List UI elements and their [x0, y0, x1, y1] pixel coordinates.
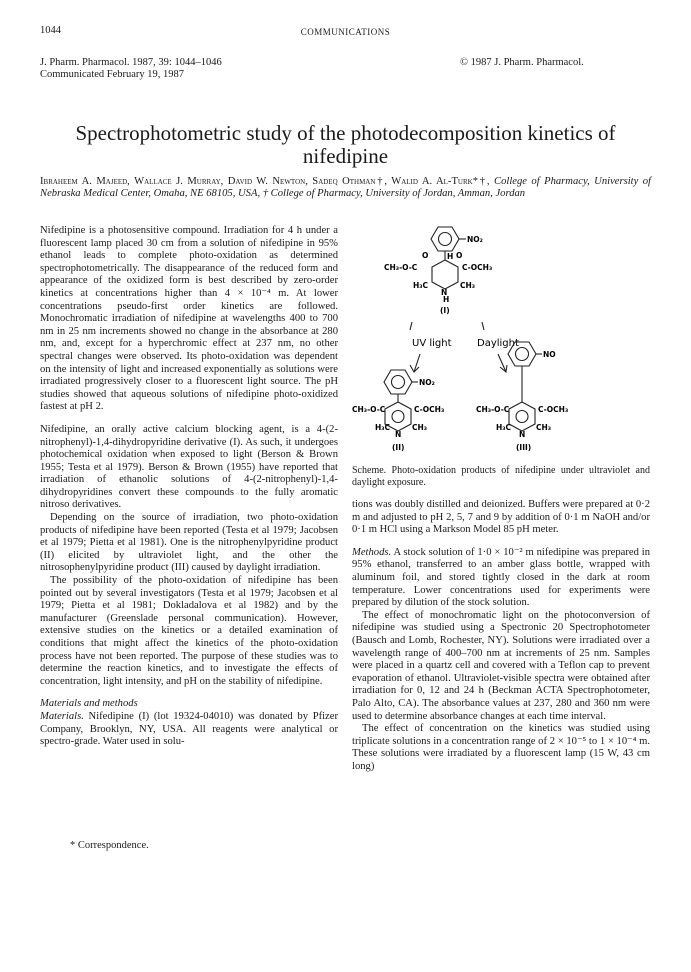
intro-paragraph-1: Nifedipine, an orally active calcium blocking agent, is a 4-(2-nitrophenyl)-1,4-dihydropyridine derivative (I). As such, it undergoes photochemical oxidation when exposed to light (Berson & Brown 1955; Testa et al 1979). Berson & Brown (1955) have reported that irradiation of ethanolic solutions of 4-(2-nitrophenyl)-1,4-dihydropyridines convert these compounds to the fully aromatic nitroso derivatives. [40, 423, 338, 511]
n-label-iii: N [519, 430, 526, 439]
article-title [40, 122, 651, 168]
ester-right-ii: C-OCH₃ [414, 405, 445, 414]
h-label-i: H [447, 252, 454, 261]
compound-ii-structure [352, 370, 444, 452]
materials-label: Materials. [40, 710, 84, 722]
methyl-right-ii: CH₃ [412, 423, 428, 432]
methods-paragraph-3: The effect of concentration on the kinetics was studied using triplicate solutions in a concentration range of 2 × 10⁻⁵ to 1 × 10⁻⁴ m. These solutions were irradiated by a fluorescent lamp (15 W, 43 cm long) [352, 723, 650, 772]
carbonyl-o-left-i: O [422, 251, 429, 260]
nh-label-i: N [441, 288, 448, 297]
daylight-label: Daylight [477, 338, 519, 349]
nitro-label-ii: NO₂ [419, 378, 435, 387]
title-line-1: Spectrophotometric study of the photodecomposition kinetics of [75, 121, 616, 145]
right-column [352, 465, 650, 773]
author-names: Ibraheem A. Majeed, Wallace J. Murray, David W. Newton, Sadeq Othman†, Walid A. Al-Turk*†, [40, 176, 490, 187]
page-number: 1044 [40, 25, 61, 36]
communicated-date: Communicated February 19, 1987 [40, 69, 185, 80]
materials-continued: tions was doubly distilled and deionized. Buffers were prepared at 0·2 m and adjusted to pH 2, 5, 7 and 9 by addition of 0·1 m NaOH and/or 0·1 m HCl using a Markson Model 85 pH meter. [352, 499, 650, 536]
ester-left-i: CH₃-O-C [384, 263, 418, 272]
methods-paragraph-1: A stock solution of 1·0 × 10⁻² m nifedipine was prepared in 95% ethanol, transferred to an amber glass bottle, wrapped with aluminum foil, and stored tightly closed in the dark at room temperature. Lower concentrations used for experiments were prepared by dilution of the stock solution. [352, 546, 650, 609]
left-column [40, 225, 338, 749]
materials-methods-heading: Materials and methods [40, 698, 138, 710]
journal-citation: J. Pharm. Pharmacol. 1987, 39: 1044–1046 [40, 57, 222, 68]
copyright-notice: © 1987 J. Pharm. Pharmacol. [460, 57, 584, 68]
methyl-left-ii: H₃C [375, 423, 391, 432]
ester-right-iii: C-OCH₃ [538, 405, 569, 414]
ester-left-iii: CH₃-O-C [476, 405, 510, 414]
author-block [40, 176, 651, 201]
compound-ii-label: (II) [392, 443, 405, 452]
n-label-ii: N [395, 430, 402, 439]
compound-iii-label: (III) [516, 443, 532, 452]
abstract: Nifedipine is a photosensitive compound. Irradiation for 4 h under a fluorescent lamp placed 30 cm from a solution of nifedipine in 95% ethanol leads to complete photo-oxidation as determined spectrophotometrically. The disappearance of the reduced form and appearance of the oxidized form is best described by zero-order kinetics at concentrations higher than 4 × 10⁻⁴ m. At lower concentrations pseudo-first order kinetics are followed. Monochromatic irradiation of nifedipine at wavelengths 400 to 700 nm in 25 nm increments showed no change in the absorbance at 280 nm, and, except for a hyperchromic effect at 237 nm, no other spectral changes were observed. Its photo-oxidation was dependent on the intensity of light and increased exponentially as solutions were irradiated progressively closer to a fluorescent light source. The pH studies showed that aqueous solutions of nifedipine photo-oxidized fastest at pH 2. [40, 225, 338, 413]
methyl-left-i: H₃C [413, 281, 429, 290]
author-affiliation: College of Pharmacy, University of Nebraska Medical Center, Omaha, NE 68105, USA, † College of Pharmacy, University of Jordan, Amman, Jordan [40, 176, 651, 200]
methods-label: Methods. [352, 546, 392, 558]
ester-right-i: C-OCH₃ [462, 263, 493, 272]
reaction-scheme [352, 222, 652, 462]
uv-light-label: UV light [412, 338, 452, 349]
scheme-caption: Scheme. Photo-oxidation products of nifedipine under ultraviolet and daylight exposure. [352, 465, 650, 488]
compound-i-label: (I) [440, 306, 450, 315]
compound-iii-structure [476, 342, 568, 452]
methods-paragraph-2: The effect of monochromatic light on the photoconversion of nifedipine was studied using a Spectronic 20 Spectrophotometer (Bausch and Lomb, Rochester, NY). Solutions were irradiated over a wavelength range of 400–700 nm at increments of 25 nm. Samples were placed in a quartz cell and covered with a Teflon cap to prevent evaporation of ethanol. Ultraviolet-visible spectra were obtained after irradiation for 0, 12 and 24 h (Beckman ACTA Spectrophotometer, Palo Alto, CA). The absorbance values at 237, 280 and 360 nm were used to determine absorbance changes at each time interval. [352, 609, 650, 722]
footnote: * Correspondence. [70, 840, 149, 851]
nitroso-label-iii: NO [543, 350, 556, 359]
nitro-label-i: NO₂ [467, 235, 483, 244]
compound-i-structure [384, 227, 492, 315]
methyl-right-iii: CH₃ [536, 423, 552, 432]
ester-left-ii: CH₃-O-C [352, 405, 386, 414]
methyl-right-i: CH₃ [460, 281, 476, 290]
intro-paragraph-2: Depending on the source of irradiation, two photo-oxidation products of nifedipine have been reported (Testa et al 1979; Jacobsen et al 1979; Pietta et al 1981). One is the nitrophenylpyridine product (II) elicited by ultraviolet light, and the other the nitrosophenylpyridine product (III) caused by daylight irradiation. [40, 512, 338, 574]
intro-paragraph-3: The possibility of the photo-oxidation of nifedipine has been pointed out by several investigators (Testa et al 1979; Jacobsen et al 1979; Pietta et al 1981; Dokladalova et al 1982) and by the manufacturer (Greenslade personal communication). However, extensive studies on the kinetics or a detailed examination of conditions that might affect the kinetics of the photo-oxidation process have not been reported. The purpose of these studies was to determine the reaction kinetics, and to investigate the effects of concentration, light intensity, and pH on the stability of nifedipine. [40, 575, 338, 687]
title-line-2: nifedipine [302, 144, 389, 168]
section-heading: COMMUNICATIONS [300, 27, 391, 37]
carbonyl-o-right-i: O [456, 251, 463, 260]
nh-h-label-i: H [443, 295, 450, 304]
methyl-left-iii: H₃C [496, 423, 512, 432]
materials-text: Nifedipine (I) (lot 19324-04010) was donated by Pfizer Company, Brooklyn, NY, USA. All reagents were analytical or spectro-grade. Water used in solu- [40, 710, 338, 748]
